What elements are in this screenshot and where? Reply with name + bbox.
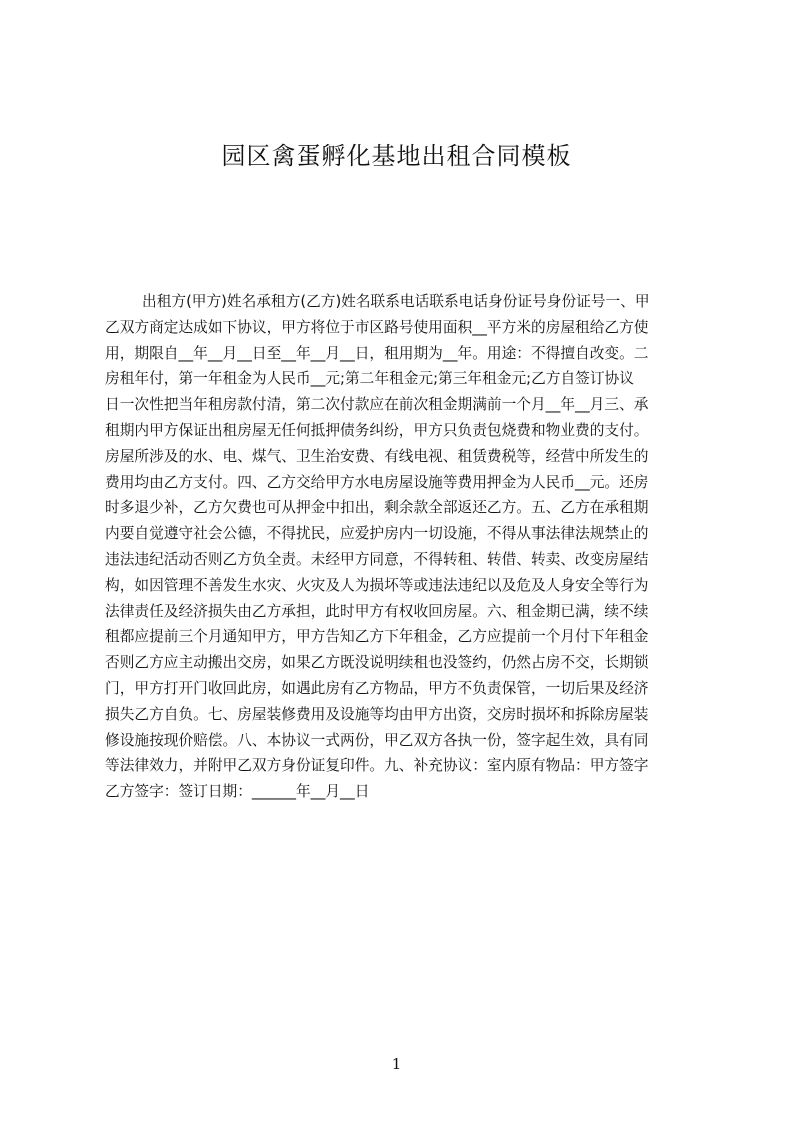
body-line: 修设施按现价赔偿。八、本协议一式两份，甲乙双方各执一份，签字起生效，具有同 xyxy=(105,731,649,749)
body-line: 费用均由乙方支付。四、乙方交给甲方水电房屋设施等费用押金为人民币__元。还房 xyxy=(105,473,649,491)
contract-body xyxy=(105,289,699,805)
body-line: 构，如因管理不善发生水灾、火灾及人为损坏等或违法违纪以及危及人身安全等行为 xyxy=(105,576,649,594)
body-line: 房租年付，第一年租金为人民币__元;第二年租金元;第三年租金元;乙方自签订协议 xyxy=(105,370,634,388)
page-number: 1 xyxy=(391,1055,402,1073)
body-line: 乙双方商定达成如下协议，甲方将位于市区路号使用面积__平方米的房屋租给乙方使 xyxy=(105,318,649,336)
body-line: 法律责任及经济损失由乙方承担，此时甲方有权收回房屋。六、租金期已满，续不续 xyxy=(105,602,649,620)
body-line: 房屋所涉及的水、电、煤气、卫生治安费、有线电视、租赁费税等，经营中所发生的 xyxy=(105,447,649,465)
body-line: 乙方签字：签订日期：______年__月__日 xyxy=(105,783,370,801)
body-line: 租期内甲方保证出租房屋无任何抵押债务纠纷，甲方只负责包烧费和物业费的支付。 xyxy=(105,421,649,439)
document-title: 园区禽蛋孵化基地出租合同模板 xyxy=(221,142,572,170)
body-line: 时多退少补，乙方欠费也可从押金中扣出，剩余款全部返还乙方。五、乙方在承租期 xyxy=(105,499,649,517)
body-line: 租都应提前三个月通知甲方，甲方告知乙方下年租金，乙方应提前一个月付下年租金 xyxy=(105,628,649,646)
body-line: 出租方(甲方)姓名承租方(乙方)姓名联系电话联系电话身份证号身份证号一、甲 xyxy=(142,293,650,310)
body-line: 否则乙方应主动搬出交房，如果乙方既没说明续租也没签约，仍然占房不交，长期锁 xyxy=(105,654,649,672)
body-line: 日一次性把当年租房款付清，第二次付款应在前次租金期满前一个月__年__月三、承 xyxy=(105,396,649,414)
body-line: 等法律效力，并附甲乙双方身份证复印件。九、补充协议：室内原有物品：甲方签字 xyxy=(105,757,649,775)
body-line: 门，甲方打开门收回此房，如遇此房有乙方物品，甲方不负责保管，一切后果及经济 xyxy=(105,679,649,697)
body-line: 违法违纪活动否则乙方负全责。未经甲方同意，不得转租、转借、转卖、改变房屋结 xyxy=(105,550,649,568)
body-line: 损失乙方自负。七、房屋装修费用及设施等均由甲方出资，交房时损坏和拆除房屋装 xyxy=(105,705,649,723)
body-line: 内要自觉遵守社会公德，不得扰民，应爱护房内一切设施，不得从事法律法规禁止的 xyxy=(105,525,649,543)
body-line: 用，期限自__年__月__日至__年__月__日，租用期为__年。用途：不得擅自改变。二 xyxy=(105,344,649,362)
